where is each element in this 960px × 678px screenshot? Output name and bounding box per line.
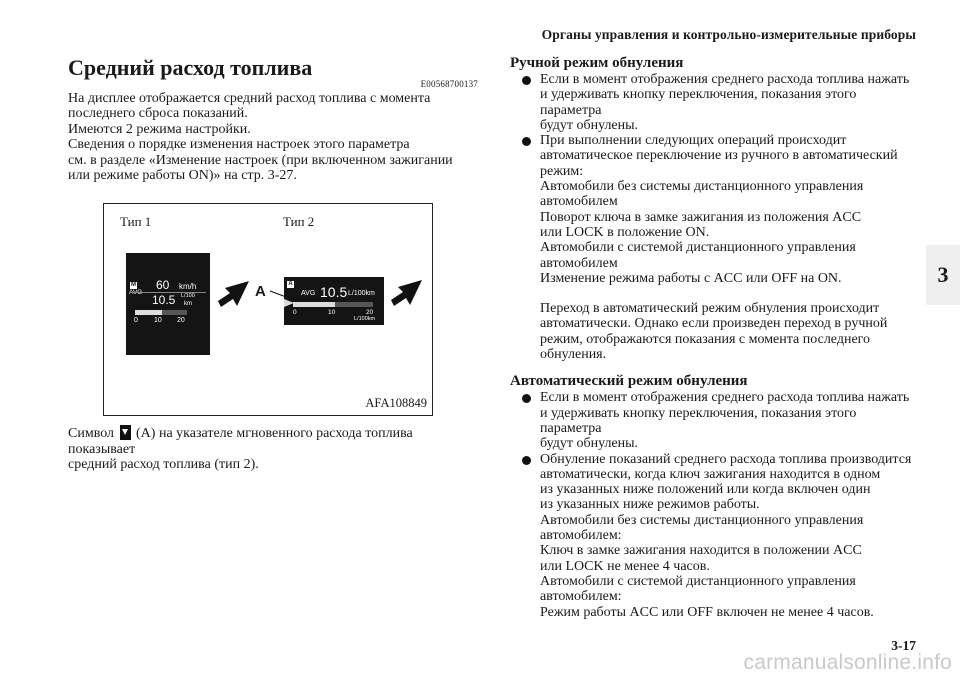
- fuel-unit-bottom: km: [184, 301, 192, 308]
- mode-tag: M: [131, 282, 136, 289]
- list-line: Изменение режима работы с ACC или OFF на ON.: [540, 270, 842, 286]
- note-line: Переход в автоматический режим обнуления происходит: [540, 301, 880, 317]
- section-heading-average-fuel: Средний расход топлива: [68, 55, 313, 80]
- intro-line: Сведения о порядке изменения настроек этого параметра: [68, 137, 410, 153]
- intro-line: На дисплее отображается средний расход топлива с момента: [68, 91, 431, 106]
- auto-reset-list: [510, 390, 915, 619]
- list-item: [510, 72, 915, 133]
- note-line: обнуления.: [540, 347, 607, 363]
- list-line: автомобилем:: [540, 589, 622, 605]
- note-line: автоматически. Однако если произведен переход в ручной: [540, 316, 888, 332]
- scale-tick: 0: [293, 309, 297, 317]
- list-line: Если в момент отображения среднего расхода топлива нажать: [540, 390, 910, 406]
- figure-code: AFA108849: [365, 396, 427, 411]
- left-column: [68, 55, 478, 473]
- average-marker-symbol-icon: [120, 425, 131, 440]
- list-line: и удерживать кнопку переключения, показания этого параметра: [540, 405, 857, 436]
- chapter-tab: 3: [926, 245, 960, 305]
- list-line: или LOCK в положение ON.: [540, 224, 710, 240]
- callout-a: A: [255, 283, 266, 301]
- display-figure: [103, 203, 433, 416]
- scale-unit: L/100km: [354, 316, 376, 323]
- list-line: Обнуление показаний среднего расхода топлива производится: [540, 451, 912, 467]
- scale-tick: 0: [134, 317, 138, 325]
- fuel-unit: L/100km: [348, 290, 375, 298]
- list-line: будут обнулены.: [540, 117, 639, 133]
- watermark: carmanualsonline.info: [743, 651, 952, 674]
- scale-tick: 20: [177, 317, 185, 325]
- list-line: автомобилем: [540, 255, 618, 271]
- avg-marker-icon: [284, 299, 304, 307]
- list-item: [510, 452, 915, 620]
- fuel-value: 10.5: [320, 284, 348, 301]
- pointer-arrow-icon: [217, 279, 251, 309]
- type2-label: Тип 2: [283, 214, 315, 230]
- note-paragraph: [510, 301, 915, 362]
- list-line: автомобилем: [540, 194, 618, 210]
- list-line: или LOCK не менее 4 часов.: [540, 558, 710, 574]
- list-line: Поворот ключа в замке зажигания из положения ACC: [540, 209, 862, 225]
- list-item: [510, 133, 915, 286]
- type1-label: Тип 1: [120, 214, 152, 230]
- list-item: [510, 390, 915, 451]
- section-code: E00568700137: [420, 79, 478, 89]
- manual-reset-list: [510, 72, 915, 286]
- symbol-prefix: Символ: [68, 426, 115, 442]
- list-line: Автомобили без системы дистанционного управления: [540, 179, 864, 195]
- right-column: [510, 55, 915, 620]
- type1-display: [126, 253, 210, 355]
- pointer-arrow-icon: [390, 278, 424, 308]
- intro-line: Имеются 2 режима настройки.: [68, 121, 251, 137]
- symbol-paragraph: [68, 425, 478, 472]
- scale-tick: 20: [366, 309, 374, 317]
- intro-paragraph: [68, 91, 478, 183]
- intro-line: или режиме работы ON)» на стр. 3-27.: [68, 168, 297, 184]
- speed-value: 60: [156, 278, 170, 293]
- list-line: Режим работы ACC или OFF включен не менее 4 часов.: [540, 604, 874, 620]
- fuel-unit-top: L/100: [181, 293, 195, 300]
- page-number: 3-17: [891, 638, 916, 653]
- avg-label: AVG: [301, 290, 316, 298]
- list-line: из указанных ниже режимов работы.: [540, 497, 760, 513]
- list-line: Автомобили без системы дистанционного управления: [540, 512, 864, 528]
- intro-line: см. в разделе «Изменение настроек (при включенном зажигании: [68, 152, 453, 168]
- fuel-bar-fill: [135, 310, 162, 315]
- scale-tick: 10: [328, 309, 336, 317]
- list-line: Автомобили с системой дистанционного управления: [540, 573, 856, 589]
- list-line: автоматически, когда ключ зажигания находится в одном: [540, 466, 881, 482]
- list-line: режим:: [540, 163, 584, 179]
- intro-line: последнего сброса показаний.: [68, 106, 248, 122]
- auto-reset-heading: Автоматический режим обнуления: [510, 373, 748, 390]
- speed-unit: km/h: [179, 282, 197, 292]
- list-line: Автомобили с системой дистанционного управления: [540, 240, 856, 256]
- type2-display: [284, 277, 384, 325]
- note-line: режим, отображаются показания с момента последнего: [540, 331, 871, 347]
- list-line: автоматическое переключение из ручного в автоматический: [540, 148, 898, 164]
- list-line: и удерживать кнопку переключения, показания этого параметра: [540, 87, 857, 118]
- list-line: из указанных ниже положений или когда включен один: [540, 482, 871, 498]
- symbol-line: (A) на указателе мгновенного расхода топлива показывает: [68, 426, 413, 457]
- list-line: Ключ в замке зажигания находится в положении ACC: [540, 543, 862, 559]
- mode-tag: A: [288, 281, 293, 288]
- list-line: автомобилем:: [540, 528, 622, 544]
- list-line: При выполнении следующих операций происходит: [540, 133, 847, 149]
- symbol-line: средний расход топлива (тип 2).: [68, 457, 259, 473]
- manual-reset-heading: Ручной режим обнуления: [510, 55, 684, 71]
- running-header: Органы управления и контрольно-измерительные приборы: [541, 27, 916, 42]
- avg-label: [129, 290, 142, 297]
- fuel-value: 10.5: [152, 293, 176, 308]
- list-line: будут обнулены.: [540, 436, 639, 452]
- scale-tick: 10: [154, 317, 162, 325]
- list-line: Если в момент отображения среднего расхода топлива нажать: [540, 72, 910, 87]
